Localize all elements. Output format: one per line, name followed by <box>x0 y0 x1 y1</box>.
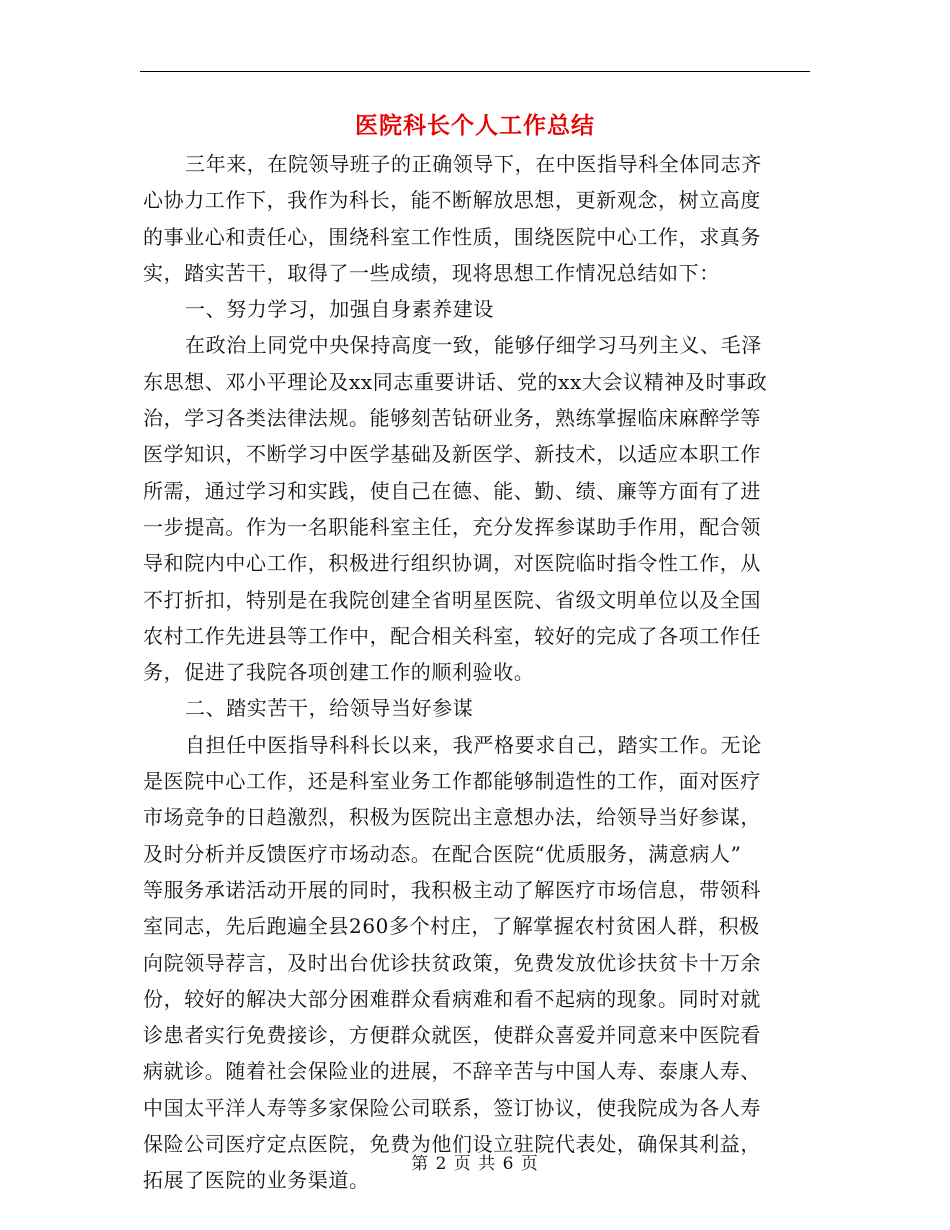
paragraph-line: 不打折扣，特别是在我院创建全省明星医院、省级文明单位以及全国 <box>143 587 761 612</box>
paragraph-line: 导和院内中心工作，积极进行组织协调，对医院临时指令性工作，从 <box>143 551 761 576</box>
page-number: 第 2 页 共 6 页 <box>411 1154 539 1174</box>
paragraph-line: 三年来，在院领导班子的正确领导下，在中医指导科全体同志齐 <box>185 152 762 176</box>
paragraph-line: 等服务承诺活动开展的同时，我积极主动了解医疗市场信息，带领科 <box>143 877 761 902</box>
header-rule <box>140 71 810 72</box>
paragraph-line: 心协力工作下，我作为科长，能不断解放思想，更新观念，树立高度 <box>143 188 761 213</box>
paragraph-line: 所需，通过学习和实践，使自己在德、能、勤、绩、廉等方面有了进 <box>143 478 761 503</box>
paragraph-line: 实，踏实苦干，取得了一些成绩，现将思想工作情况总结如下： <box>143 260 720 285</box>
paragraph-line: 病就诊。随着社会保险业的进展，不辞辛苦与中国人寿、泰康人寿、 <box>143 1059 761 1084</box>
paragraph-line: 中国太平洋人寿等多家保险公司联系，签订协议，使我院成为各人寿 <box>143 1095 761 1120</box>
paragraph-line: 室同志，先后跑遍全县260多个村庄，了解掌握农村贫困人群，积极 <box>143 914 760 939</box>
paragraph-line: 东思想、邓小平理论及xx同志重要讲话、党的xx大会议精神及时事政 <box>143 369 768 394</box>
paragraph-line: 务，促进了我院各项创建工作的顺利验收。 <box>143 660 535 685</box>
paragraph-line: 诊患者实行免费接诊，方便群众就医，使群众喜爱并同意来中医院看 <box>143 1023 761 1048</box>
paragraph-line: 在政治上同党中央保持高度一致，能够仔细学习马列主义、毛泽 <box>185 333 762 358</box>
paragraph-line: 及时分析并反馈医疗市场动态。在配合医院“优质服务，满意病人” <box>143 841 742 866</box>
paragraph-line: 保险公司医疗定点医院，免费为他们设立驻院代表处，确保其利益， <box>143 1132 761 1157</box>
paragraph-line: 份，较好的解决大部分困难群众看病难和看不起病的现象。同时对就 <box>143 986 761 1011</box>
section-heading: 二、踏实苦干，给领导当好参谋 <box>185 696 474 721</box>
paragraph-line: 是医院中心工作，还是科室业务工作都能够制造性的工作，面对医疗 <box>143 769 761 794</box>
paragraph-line: 市场竞争的日趋激烈，积极为医院出主意想办法，给领导当好参谋， <box>143 805 761 830</box>
paragraph-line: 的事业心和责任心，围绕科室工作性质，围绕医院中心工作，求真务 <box>143 224 761 249</box>
document-title: 医院科长个人工作总结 <box>355 112 595 139</box>
paragraph-line: 拓展了医院的业务渠道。 <box>143 1168 370 1193</box>
paragraph-line: 治，学习各类法律法规。能够刻苦钻研业务，熟练掌握临床麻醉学等 <box>143 406 761 431</box>
paragraph-line: 自担任中医指导科科长以来，我严格要求自己，踏实工作。无论 <box>185 732 762 757</box>
paragraph-line: 向院领导荐言，及时出台优诊扶贫政策，免费发放优诊扶贫卡十万余 <box>143 950 761 975</box>
section-heading: 一、努力学习，加强自身素养建设 <box>185 297 494 322</box>
document-body <box>143 146 803 1199</box>
paragraph-line: 农村工作先进县等工作中，配合相关科室，较好的完成了各项工作任 <box>143 623 761 648</box>
paragraph-line: 医学知识，不断学习中医学基础及新医学、新技术，以适应本职工作 <box>143 442 761 467</box>
paragraph-line: 一步提高。作为一名职能科室主任，充分发挥参谋助手作用，配合领 <box>143 514 761 539</box>
